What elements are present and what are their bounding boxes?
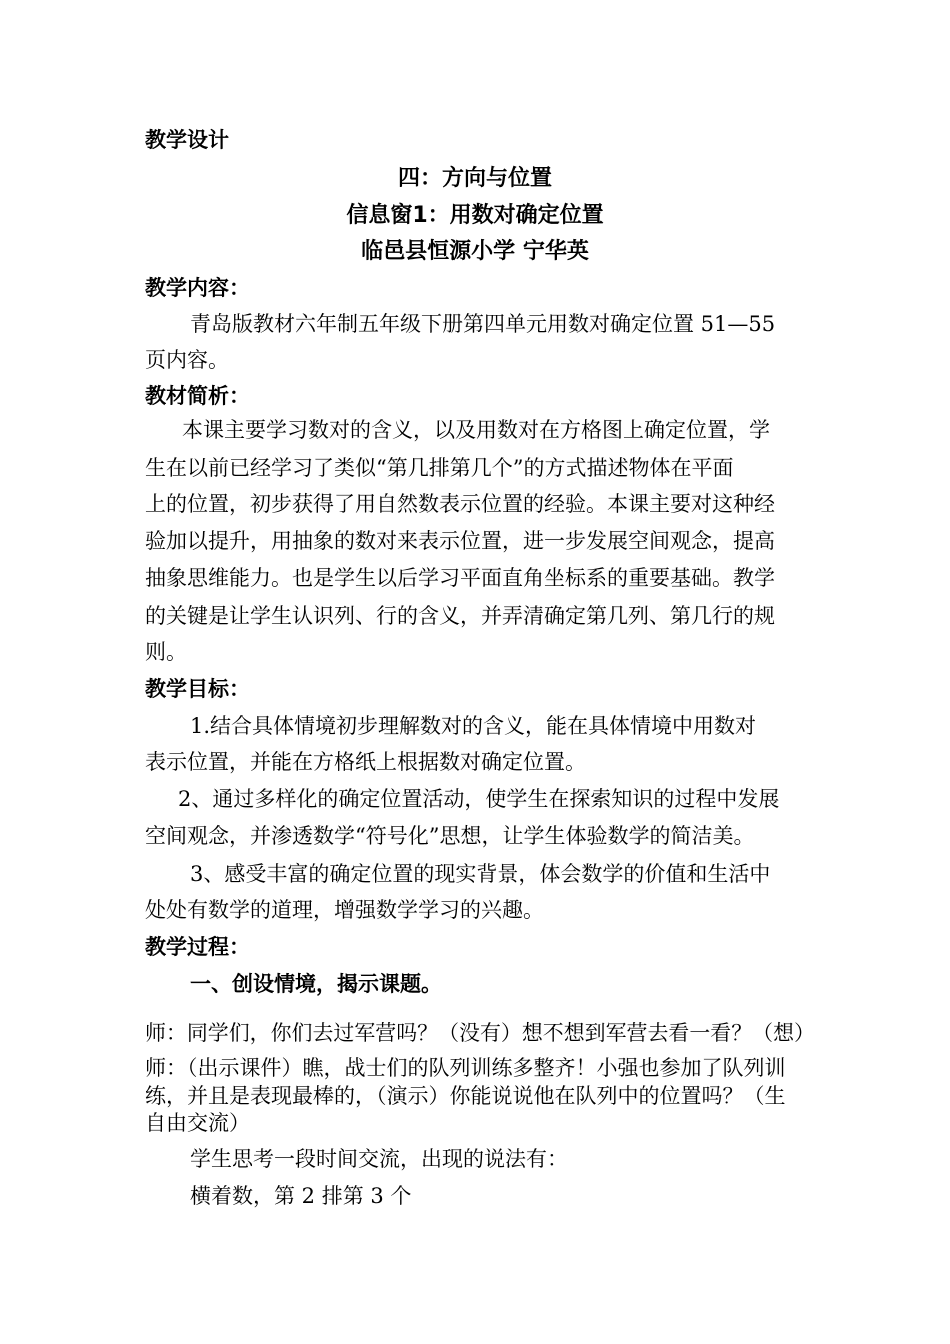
paragraph-line: 3、感受丰富的确定位置的现实背景，体会数学的价值和生活中 xyxy=(190,862,771,886)
section-heading-analysis: 教材简析： xyxy=(145,384,250,408)
paragraph-line: 验加以提升，用抽象的数对来表示位置，进一步发展空间观念，提高 xyxy=(145,529,775,553)
doc-author: 临邑县恒源小学 宁华英 xyxy=(361,239,589,264)
process-subheading: 一、创设情境，揭示课题。 xyxy=(190,972,442,996)
paragraph-line: 本课主要学习数对的含义，以及用数对在方格图上确定位置，学 xyxy=(182,418,770,442)
paragraph-line: 处处有数学的道理，增强数学学习的兴趣。 xyxy=(145,898,544,922)
doc-title: 四：方向与位置 xyxy=(397,166,552,191)
paragraph-line: 横着数，第 2 排第 3 个 xyxy=(190,1184,412,1208)
paragraph-line: 自由交流） xyxy=(145,1111,250,1135)
paragraph-line: 青岛版教材六年制五年级下册第四单元用数对确定位置 51—55 xyxy=(190,312,776,336)
paragraph-line: 2、通过多样化的确定位置活动，使学生在探索知识的过程中发展 xyxy=(178,787,780,811)
section-heading-goals: 教学目标： xyxy=(145,677,250,701)
paragraph-line: 上的位置，初步获得了用自然数表示位置的经验。本课主要对这种经 xyxy=(145,492,775,516)
paragraph-line: 空间观念，并渗透数学“符号化”思想，让学生体验数学的简洁美。 xyxy=(145,824,755,848)
paragraph-line: 生在以前已经学习了类似“第几排第几个”的方式描述物体在平面 xyxy=(145,456,734,480)
paragraph-line: 则。 xyxy=(145,640,187,664)
doc-subtitle: 信息窗1：用数对确定位置 xyxy=(346,203,604,228)
doc-header: 教学设计 xyxy=(145,128,229,152)
paragraph-line: 学生思考一段时间交流，出现的说法有： xyxy=(190,1147,568,1171)
section-heading-content: 教学内容： xyxy=(145,276,250,300)
paragraph-line: 抽象思维能力。也是学生以后学习平面直角坐标系的重要基础。教学 xyxy=(145,566,775,590)
paragraph-line: 师：同学们，你们去过军营吗？（没有）想不想到军营去看一看？（想） xyxy=(145,1021,815,1045)
paragraph-line: 表示位置，并能在方格纸上根据数对确定位置。 xyxy=(145,750,586,774)
paragraph-line: 的关键是让学生认识列、行的含义，并弄清确定第几列、第几行的规 xyxy=(145,604,775,628)
paragraph-line: 页内容。 xyxy=(145,348,229,372)
paragraph-line: 1.结合具体情境初步理解数对的含义，能在具体情境中用数对 xyxy=(190,714,757,738)
paragraph-line: 师：（出示课件）瞧，战士们的队列训练多整齐！小强也参加了队列训 xyxy=(145,1056,786,1080)
paragraph-line: 练，并且是表现最棒的，（演示）你能说说他在队列中的位置吗？（生 xyxy=(145,1084,786,1108)
section-heading-process: 教学过程： xyxy=(145,935,250,959)
